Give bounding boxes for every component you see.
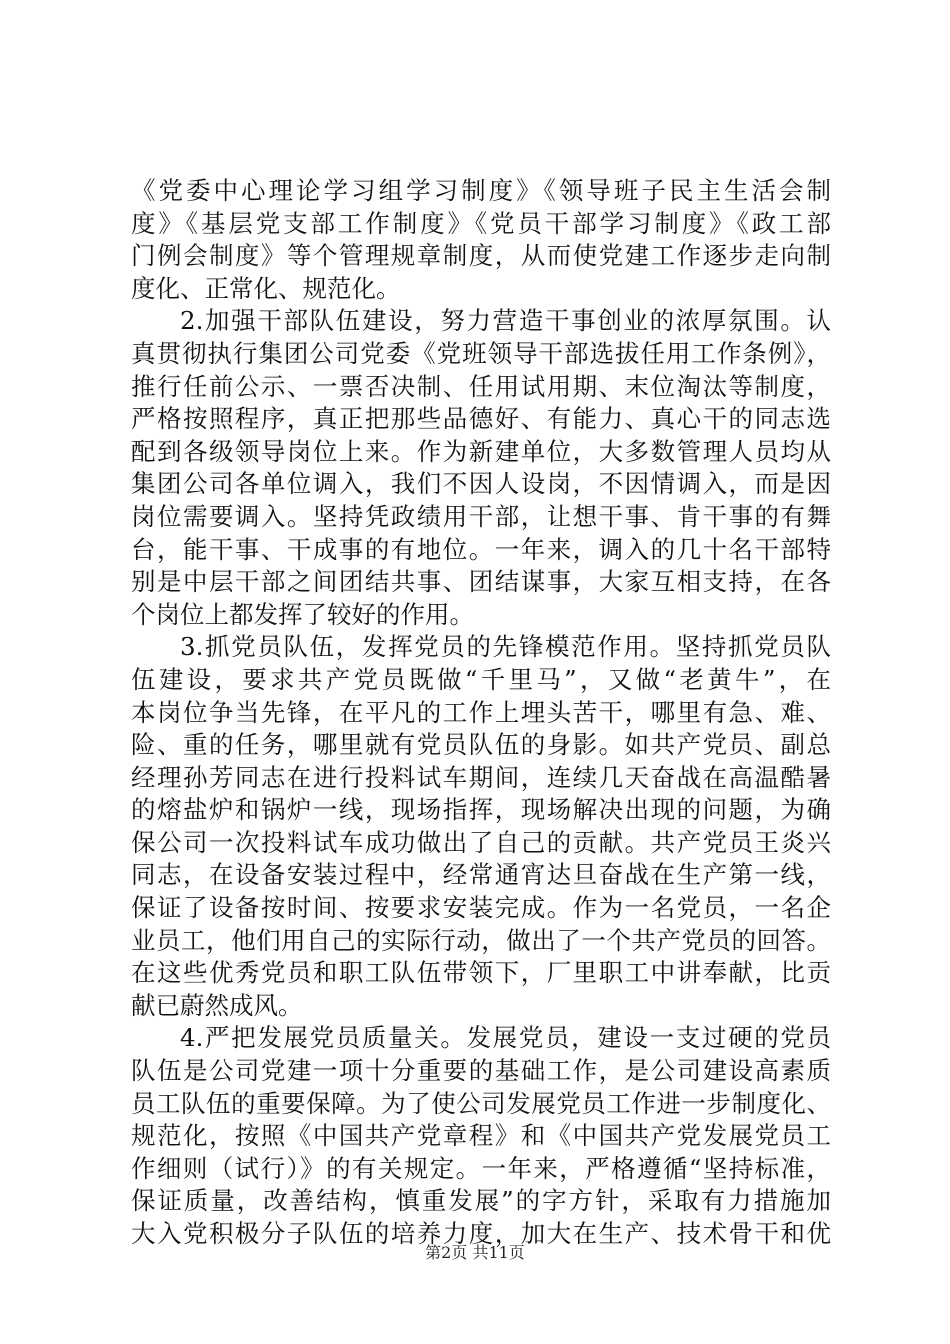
text-line: 险、重的任务，哪里就有党员队伍的身影。如共产党员、副总 bbox=[131, 730, 831, 760]
text-line: 经理孙芳同志在进行投料试车期间，连续几天奋战在高温酷暑 bbox=[131, 762, 831, 792]
paragraph-4-start: 4.严把发展党员质量关。发展党员，建设一支过硬的党员 bbox=[180, 1023, 831, 1053]
text-line: 队伍是公司党建一项十分重要的基础工作，是公司建设高素质 bbox=[131, 1056, 831, 1086]
text-line: 在这些优秀党员和职工队伍带领下，厂里职工中讲奉献，比贡 bbox=[131, 958, 831, 988]
text-line: 作细则（试行）》的有关规定。一年来，严格遵循“坚持标准， bbox=[131, 1153, 831, 1183]
body-text bbox=[131, 175, 831, 1251]
page-number-footer: 第2页 共11页 bbox=[425, 1243, 525, 1262]
text-line: 献已蔚然成风。 bbox=[131, 990, 303, 1020]
text-line: 度》《基层党支部工作制度》《党员干部学习制度》《政工部 bbox=[131, 208, 831, 238]
text-line: 门例会制度》等个管理规章制度，从而使党建工作逐步走向制 bbox=[131, 241, 831, 271]
text-line: 员工队伍的重要保障。为了使公司发展党员工作进一步制度化、 bbox=[131, 1088, 831, 1118]
text-line: 保证了设备按时间、按要求安装完成。作为一名党员，一名企 bbox=[131, 893, 831, 923]
text-line: 台，能干事、干成事的有地位。一年来，调入的几十名干部特 bbox=[131, 534, 831, 564]
text-line: 的熔盐炉和锅炉一线，现场指挥，现场解决出现的问题，为确 bbox=[131, 795, 831, 825]
text-line: 伍建设，要求共产党员既做“千里马”，又做“老黄牛”，在 bbox=[131, 664, 831, 694]
text-line: 配到各级领导岗位上来。作为新建单位，大多数管理人员均从 bbox=[131, 436, 831, 466]
text-line: 个岗位上都发挥了较好的作用。 bbox=[131, 599, 474, 629]
text-line: 规范化，按照《中国共产党章程》和《中国共产党发展党员工 bbox=[131, 1121, 831, 1151]
text-line: 本岗位争当先锋，在平凡的工作上埋头苦干，哪里有急、难、 bbox=[131, 697, 831, 727]
paragraph-3-start: 3.抓党员队伍，发挥党员的先锋模范作用。坚持抓党员队 bbox=[180, 632, 831, 662]
text-line: 度化、正常化、规范化。 bbox=[131, 273, 401, 303]
text-line: 严格按照程序，真正把那些品德好、有能力、真心干的同志选 bbox=[131, 404, 831, 434]
text-line: 岗位需要调入。坚持凭政绩用干部，让想干事、肯干事的有舞 bbox=[131, 501, 831, 531]
text-line: 《党委中心理论学习组学习制度》《领导班子民主生活会制 bbox=[131, 176, 831, 205]
text-line: 推行任前公示、一票否决制、任用试用期、末位淘汰等制度， bbox=[131, 371, 831, 401]
text-line: 同志，在设备安装过程中，经常通宵达旦奋战在生产第一线， bbox=[131, 860, 831, 890]
text-line: 集团公司各单位调入，我们不因人设岗，不因情调入，而是因 bbox=[131, 469, 831, 499]
text-line: 业员工，他们用自己的实际行动，做出了一个共产党员的回答。 bbox=[131, 925, 831, 955]
text-line: 真贯彻执行集团公司党委《党班领导干部选拔任用工作条例》， bbox=[131, 338, 831, 368]
paragraph-2-start: 2.加强干部队伍建设，努力营造干事创业的浓厚氛围。认 bbox=[180, 306, 831, 336]
text-line: 保证质量，改善结构，慎重发展”的字方针，采取有力措施加 bbox=[131, 1186, 831, 1216]
text-line: 别是中层干部之间团结共事、团结谋事，大家互相支持，在各 bbox=[131, 567, 831, 597]
text-line: 保公司一次投料试车成功做出了自己的贡献。共产党员王炎兴 bbox=[131, 827, 831, 857]
text-line: 大入党积极分子队伍的培养力度，加大在生产、技术骨干和优 bbox=[131, 1219, 831, 1248]
